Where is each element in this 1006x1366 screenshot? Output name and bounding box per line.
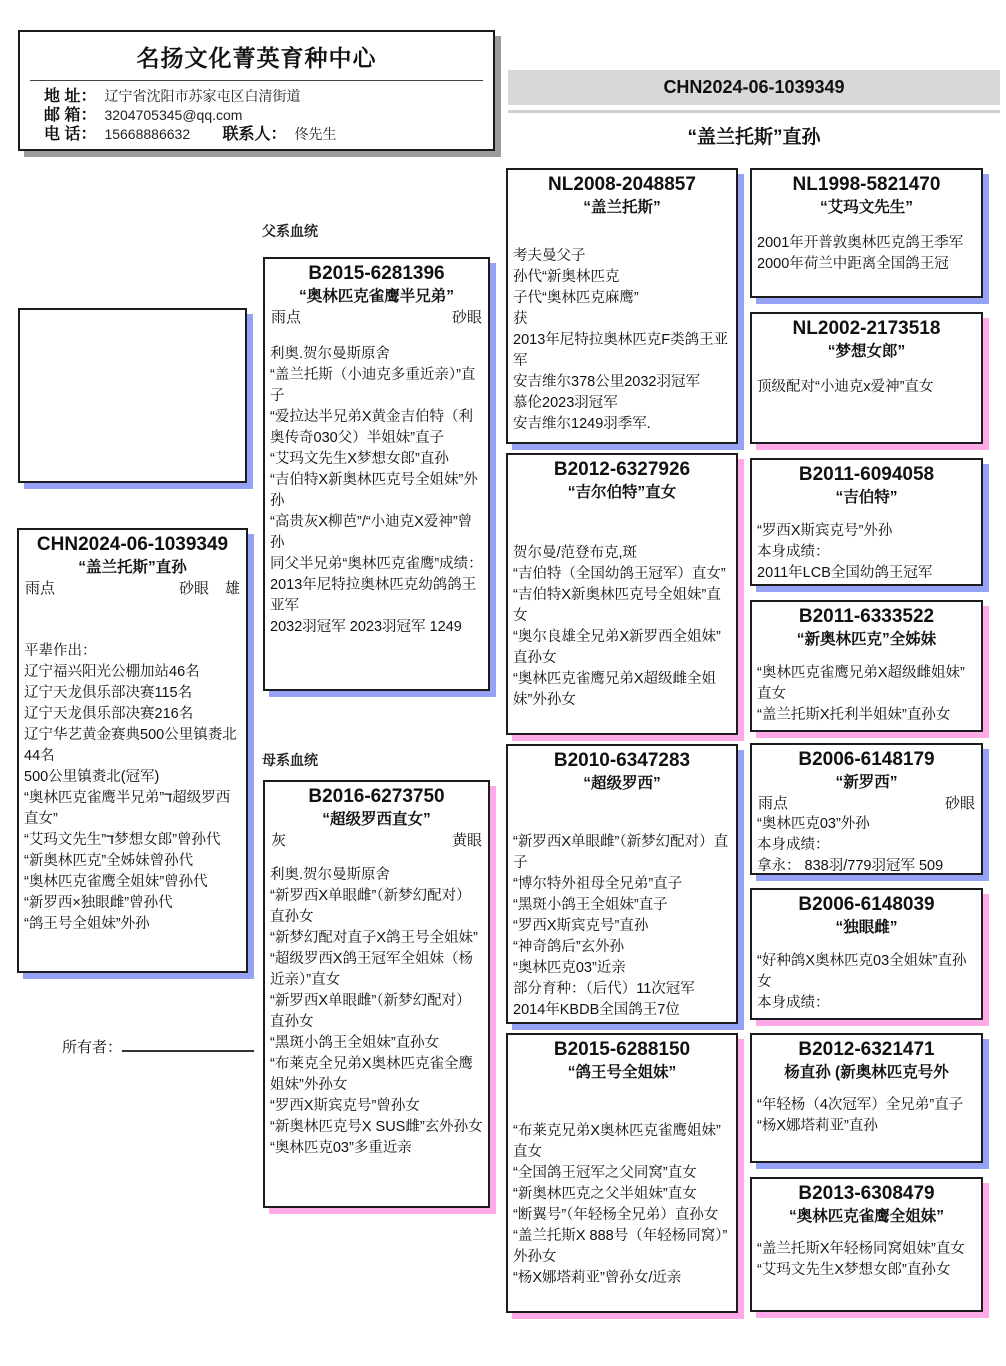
pedigree-text-line: 辽宁福兴阳光公棚加站46名 xyxy=(24,664,200,680)
pedigree-text-line: “爱拉达半兄弟X黄金吉伯特（利奥传奇030父）半姐妹”直子 xyxy=(270,409,473,446)
email-value: 3204705345@qq.com xyxy=(104,107,243,123)
pigeon-name: “吉尔伯特”直女 xyxy=(567,484,677,501)
ring-number: NL1998-5821470 xyxy=(792,174,941,195)
pedigree-text-line: “奥林匹克雀鹰兄弟X超级雌姐妹”直女 xyxy=(757,665,965,702)
pigeon-name: “新奥林匹克”全姊妹 xyxy=(796,631,937,648)
pedigree-text-line: “布莱克兄弟X奥林匹克雀鹰姐妹”直女 xyxy=(513,1123,721,1160)
pedigree-text-line: “奥尔良雄全兄弟X新罗西全姐妹”直孙女 xyxy=(513,629,721,666)
pigeon-name: 杨直孙 (新奥林匹克号外 xyxy=(784,1064,949,1081)
pedigree-text-line: “新奥林匹克”全姊妹曾孙代 xyxy=(24,853,194,869)
pedigree-text-line: 利奥.贺尔曼斯原舍 xyxy=(270,346,391,362)
pedigree-lines xyxy=(508,1083,736,1289)
pedigree-lines xyxy=(752,938,981,1014)
pedigree-text-line: “断翼号”（年轻杨全兄弟）直孙女 xyxy=(513,1207,719,1223)
pedigree-box-sire-sire-dam xyxy=(750,312,983,444)
pedigree-text-line: 2032羽冠军 2023羽冠军 1249 xyxy=(270,619,462,635)
pedigree-text-line: 辽宁华艺黄金赛典500公里镇赉北44名 xyxy=(24,727,237,764)
pedigree-text-line: 本身成绩： xyxy=(757,995,830,1011)
pedigree-lines xyxy=(19,599,246,935)
contact-value: 佟先生 xyxy=(294,126,337,142)
sire-line-label: 父系血统 xyxy=(262,223,318,239)
pigeon-name: “盖兰托斯” xyxy=(583,199,661,216)
pedigree-lines xyxy=(752,362,981,398)
pedigree-box-dam-dam-dam xyxy=(750,1177,983,1312)
pigeon-name: “超级罗西直女” xyxy=(322,811,431,828)
eye-sex-group xyxy=(179,578,240,599)
pedigree-text-line: “超级罗西X鸽王冠军全姐妹（杨近亲）”直女 xyxy=(270,951,473,988)
pigeon-name: “新罗西” xyxy=(835,774,898,791)
pedigree-text-line: “盖兰托斯X年轻杨同窝姐妹”直女 xyxy=(757,1241,965,1257)
pedigree-text-line: “新罗西X单眼雌”（新梦幻配对）直子 xyxy=(513,834,729,871)
pedigree-box-sire-dam xyxy=(506,453,738,735)
ring-number: B2015-6281396 xyxy=(308,263,445,284)
email-row xyxy=(44,106,493,125)
pedigree-text-line: 2000年荷兰中距离全国鸽王冠 xyxy=(757,256,949,272)
pedigree-subtitle: “盖兰托斯”直孙 xyxy=(687,127,821,148)
sex-label: 雄 xyxy=(224,580,240,597)
bird-meta xyxy=(265,307,488,328)
pedigree-text-line: 辽宁天龙俱乐部决赛216名 xyxy=(24,706,194,722)
pedigree-text-line: “新罗西×独眼雌”曾孙代 xyxy=(24,895,173,911)
pedigree-lines xyxy=(752,650,981,726)
pigeon-name: “超级罗西” xyxy=(583,775,661,792)
ring-number: B2012-6327926 xyxy=(553,459,691,480)
ring-number: B2012-6321471 xyxy=(798,1039,935,1060)
pedigree-text-line: “全国鸽王冠军之父同窝”直女 xyxy=(513,1165,697,1181)
divider xyxy=(30,80,483,81)
bird-meta xyxy=(19,578,246,599)
pedigree-text-line: “罗西X斯宾克号”直孙 xyxy=(513,918,649,934)
phone-value: 15668886632 xyxy=(104,126,191,142)
breeder-card xyxy=(18,30,495,151)
pedigree-box-sire-sire xyxy=(506,168,738,444)
pedigree-text-line: 考夫曼父子 xyxy=(513,248,586,264)
ring-number: NL2008-2048857 xyxy=(548,174,696,195)
pedigree-text-line: 辽宁天龙俱乐部决赛115名 xyxy=(24,685,193,701)
pedigree-box-sire xyxy=(263,257,490,691)
ring-number: B2010-6347283 xyxy=(553,750,691,771)
pedigree-text-line: “年轻杨（4次冠军）全兄弟”直子 xyxy=(757,1097,964,1113)
pigeon-name: “梦想女郎” xyxy=(827,343,906,360)
ring-number-title: CHN2024-06-1039349 xyxy=(663,77,845,97)
feather-color: 灰 xyxy=(271,832,287,849)
bird-meta xyxy=(752,793,981,814)
pedigree-text-line: “吉伯特（全国幼鸽王冠军）直女” xyxy=(513,566,726,582)
pedigree-text-line: 本身成绩： xyxy=(757,544,830,560)
ring-number: B2016-6273750 xyxy=(308,786,445,807)
pedigree-text-line: “高贵灰X柳芭”/“小迪克X爱神”曾孙 xyxy=(270,514,473,551)
pedigree-box-dam-dam-sire xyxy=(750,1033,983,1163)
pedigree-lines xyxy=(752,814,981,875)
pedigree-text-line: 利奥.贺尔曼斯原舍 xyxy=(270,867,391,883)
pedigree-lines xyxy=(508,218,736,435)
pedigree-text-line: “奥林匹克03”多重近亲 xyxy=(270,1140,412,1156)
pigeon-name: “独眼雌” xyxy=(835,919,898,936)
pedigree-text-line: 贺尔曼/范登布克,斑 xyxy=(513,545,638,561)
ring-number: NL2002-2173518 xyxy=(792,318,941,339)
pedigree-lines xyxy=(265,328,488,638)
feather-color: 雨点 xyxy=(758,795,789,812)
pedigree-text-line: “布莱克全兄弟X奥林匹克雀全鹰姐妹”外孙女 xyxy=(270,1056,473,1093)
pedigree-text-line: 部分育种：（后代）11次冠军 xyxy=(513,981,695,997)
ring-number: B2011-6333522 xyxy=(798,606,935,627)
pedigree-text-line: “神奇鸽后”玄外孙 xyxy=(513,939,625,955)
pedigree-box-sire-sire-sire xyxy=(750,168,983,298)
pedigree-text-line: “好种鸽X奥林匹克03全姐妹”直孙女 xyxy=(757,953,967,990)
feather-color: 雨点 xyxy=(25,580,56,597)
pedigree-text-line: “杨X娜塔莉亚”直孙 xyxy=(757,1118,878,1134)
pedigree-text-line: “杨X娜塔莉亚”曾孙女/近亲 xyxy=(513,1270,682,1286)
pedigree-text-line: “吉伯特X新奥林匹克号全姐妹”直女 xyxy=(513,587,721,624)
pedigree-box-dam-sire xyxy=(506,744,738,1024)
pedigree-text-line: 安吉维尔378公里2032羽冠军 xyxy=(513,374,700,390)
pedigree-box-dam-sire-sire xyxy=(750,743,983,875)
bird-meta xyxy=(265,830,488,851)
feather-color: 雨点 xyxy=(271,309,302,326)
pedigree-text-line: 获 xyxy=(513,311,528,327)
ring-number-bar xyxy=(508,70,1000,105)
pedigree-text-line: 2013年尼特拉奥林匹克F类鸽王亚军 xyxy=(513,332,729,369)
pedigree-lines xyxy=(752,508,981,584)
pedigree-text-line: “新奥林匹克之父半姐妹”直女 xyxy=(513,1186,697,1202)
pedigree-text-line: 平辈作出： xyxy=(24,643,97,659)
pedigree-text-line: “艾玛文先生X梦想女郎”直孙 xyxy=(270,451,449,467)
address-row xyxy=(44,87,493,106)
owner-blank-line xyxy=(122,1036,254,1052)
pedigree-text-line: 2013年尼特拉奥林匹克幼鸽鸽王亚军 xyxy=(270,577,477,614)
pedigree-text-line: “新奥林匹克号X SUS雌”玄外孙女 xyxy=(270,1119,483,1135)
pedigree-text-line: 拿永： 838羽/779羽冠军 509 xyxy=(757,858,944,874)
pedigree-text-line: 2011年LCB全国幼鸽王冠军 xyxy=(757,565,933,581)
pedigree-text-line: “艾玛文先生X梦想女郎”直孙女 xyxy=(757,1262,951,1278)
pedigree-text-line: 同父半兄弟“奥林匹克雀鹰”成绩： xyxy=(270,556,483,572)
pigeon-name: “吉伯特” xyxy=(835,489,898,506)
pedigree-box-sire-dam-dam xyxy=(750,600,983,732)
eye-color: 砂眼 xyxy=(451,309,482,326)
pigeon-name: “奥林匹克雀鹰全姐妹” xyxy=(788,1208,944,1225)
pedigree-box-sire-dam-sire xyxy=(750,458,983,586)
pedigree-lines xyxy=(508,503,736,711)
pedigree-box-dam-sire-dam xyxy=(750,888,983,1020)
ring-number: B2006-6148179 xyxy=(798,749,935,770)
ring-number: B2013-6308479 xyxy=(798,1183,935,1204)
pigeon-name: “奥林匹克雀鹰半兄弟” xyxy=(298,288,454,305)
pigeon-name: “艾玛文先生” xyxy=(819,199,913,216)
pedigree-box-dam-dam xyxy=(506,1033,738,1313)
dam-line-label: 母系血统 xyxy=(262,752,318,768)
pedigree-text-line: “罗西X斯宾克号”外孙 xyxy=(757,523,893,539)
pedigree-text-line: “艾玛文先生”ד梦想女郎”曾孙代 xyxy=(24,832,221,848)
pedigree-text-line: “盖兰托斯X托利半姐妹”直孙女 xyxy=(757,707,951,723)
pedigree-text-line: “鸽王号全姐妹”外孙 xyxy=(24,916,150,932)
pedigree-text-line: 慕伦2023羽冠军 xyxy=(513,395,618,411)
pedigree-text-line: 本身成绩： xyxy=(757,837,830,853)
pedigree-text-line: 子代“奥林匹克麻鹰” xyxy=(513,290,639,306)
pedigree-lines xyxy=(265,851,488,1159)
ring-number: B2006-6148039 xyxy=(798,894,935,915)
pedigree-lines xyxy=(752,1227,981,1281)
pedigree-text-line: “奥林匹克03”外孙 xyxy=(757,816,870,832)
pedigree-box-subject xyxy=(17,528,248,973)
pedigree-text-line: “新梦幻配对直子X鸽王号全姐妹” xyxy=(270,930,478,946)
eye-color: 砂眼 xyxy=(178,580,209,597)
pedigree-text-line: “黑斑小鸽王全姐妹”直子 xyxy=(513,897,668,913)
pedigree-text-line: “新罗西X单眼雌”（新梦幻配对）直孙女 xyxy=(270,993,471,1030)
pedigree-text-line: “盖兰托斯X 888号（年轻杨同窝）”外孙女 xyxy=(513,1228,728,1265)
pedigree-text-line: 顶级配对“小迪克x爱神”直女 xyxy=(757,379,934,395)
pedigree-text-line: “罗西X斯宾克号”曾孙女 xyxy=(270,1098,420,1114)
pedigree-text-line: 500公里镇赉北(冠军) xyxy=(24,769,160,785)
eye-color: 黄眼 xyxy=(451,832,482,849)
pedigree-box-dam xyxy=(263,780,490,1208)
divider xyxy=(508,110,1000,113)
pedigree-text-line: 2001年开普敦奥林匹克鸽王季军 xyxy=(757,235,964,251)
phone-label: 电 话： xyxy=(44,126,97,143)
pigeon-name: “鸽王号全姐妹” xyxy=(567,1064,677,1081)
pedigree-lines xyxy=(752,1083,981,1137)
pigeon-name: “盖兰托斯”直孙 xyxy=(78,559,187,576)
pedigree-lines xyxy=(508,794,736,1021)
pedigree-text-line: 安吉维尔1249羽季军. xyxy=(513,416,651,432)
ring-number: B2011-6094058 xyxy=(798,464,935,485)
pedigree-text-line: “奥林匹克雀鹰半兄弟”ד超级罗西直女” xyxy=(24,790,231,827)
photo-placeholder xyxy=(18,308,247,483)
pedigree-text-line: “奥林匹克雀鹰兄弟X超级雌全姐妹”外孙女 xyxy=(513,671,716,708)
pedigree-text-line: “新罗西X单眼雌”（新梦幻配对）直孙女 xyxy=(270,888,471,925)
pedigree-text-line: “奥林匹克雀鹰全姐妹”曾孙代 xyxy=(24,874,208,890)
phone-row xyxy=(44,125,493,144)
pedigree-text-line: “吉伯特X新奥林匹克号全姐妹”外孙 xyxy=(270,472,478,509)
email-label: 邮 箱： xyxy=(44,107,97,124)
address-label: 地 址： xyxy=(44,88,97,105)
pedigree-text-line: “盖兰托斯（小迪克多重近亲）”直子 xyxy=(270,367,476,404)
pedigree-text-line: “黑斑小鸽王全姐妹”直孙女 xyxy=(270,1035,440,1051)
pedigree-text-line: 2014年KBDB全国鸽王7位 xyxy=(513,1002,680,1018)
contact-label: 联系人： xyxy=(222,126,287,143)
ring-number: B2015-6288150 xyxy=(553,1039,691,1060)
pedigree-lines xyxy=(752,218,981,275)
owner-label: 所有者： xyxy=(62,1039,123,1056)
ring-number: CHN2024-06-1039349 xyxy=(36,534,229,555)
address-value: 辽宁省沈阳市苏家屯区白清街道 xyxy=(104,88,301,104)
eye-color: 砂眼 xyxy=(944,795,975,812)
breeder-info xyxy=(20,87,493,144)
breeder-title: 名扬文化菁英育种中心 xyxy=(136,45,377,71)
pedigree-text-line: 孙代“新奥林匹克 xyxy=(513,269,620,285)
pedigree-text-line: “博尔特外祖母全兄弟”直子 xyxy=(513,876,683,892)
owner-row xyxy=(62,1036,254,1057)
pedigree-text-line: “奥林匹克03”近亲 xyxy=(513,960,626,976)
